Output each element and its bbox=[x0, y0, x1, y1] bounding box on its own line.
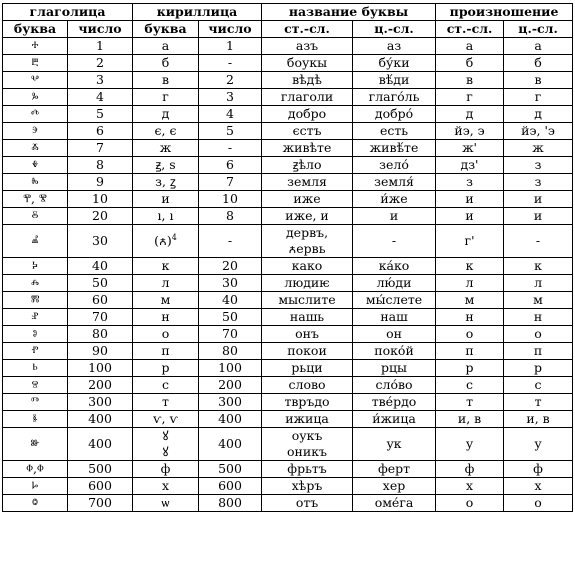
cyrillic-letter bbox=[133, 360, 199, 377]
glagolitic-letter: ⰹ, ⰺ bbox=[3, 191, 68, 208]
cyrillic-number: 400 bbox=[199, 428, 262, 461]
name-ocs: добро bbox=[262, 106, 353, 123]
cyrillic-letter bbox=[133, 478, 199, 495]
cyrillic-letter bbox=[133, 89, 199, 106]
cyrillic-letter bbox=[133, 157, 199, 174]
cyrillic-number: 20 bbox=[199, 258, 262, 275]
table-row bbox=[3, 123, 573, 140]
cyrillic-letter-text: к bbox=[161, 258, 170, 273]
glagolitic-letter: ⰳ bbox=[3, 89, 68, 106]
pron-ocs: ф bbox=[436, 461, 504, 478]
cyrillic-letter-text: є, є bbox=[154, 123, 177, 138]
cyrillic-number: 500 bbox=[199, 461, 262, 478]
pron-cs: з bbox=[504, 174, 573, 191]
cyrillic-letter-text: с bbox=[161, 377, 169, 392]
cyrillic-letter-variant: ꙋ bbox=[162, 444, 169, 459]
glagolitic-letter: ⱃ bbox=[3, 360, 68, 377]
table-row bbox=[3, 191, 573, 208]
header-cyrillic: кириллица bbox=[133, 4, 262, 21]
cyrillic-number: 40 bbox=[199, 292, 262, 309]
glagolitic-number: 3 bbox=[68, 72, 133, 89]
cyrillic-letter bbox=[133, 38, 199, 55]
name-ocs-line2: оникъ bbox=[287, 444, 327, 459]
name-ocs-line1: оукъ bbox=[291, 428, 323, 443]
glagolitic-letter: ⱇ,ⱇ bbox=[3, 461, 68, 478]
pron-ocs: и bbox=[436, 191, 504, 208]
pron-ocs: п bbox=[436, 343, 504, 360]
subheader-name-cs: ц.-сл. bbox=[353, 21, 436, 38]
name-ocs: боукы bbox=[262, 55, 353, 72]
pron-ocs: г' bbox=[436, 225, 504, 258]
cyrillic-letter bbox=[133, 225, 199, 258]
name-cs: наш bbox=[353, 309, 436, 326]
name-ocs: иже bbox=[262, 191, 353, 208]
cyrillic-letter bbox=[133, 343, 199, 360]
name-cs: и́же bbox=[353, 191, 436, 208]
name-ocs: фрьтъ bbox=[262, 461, 353, 478]
glagolitic-letter: ⰾ bbox=[3, 275, 68, 292]
glagolitic-number: 20 bbox=[68, 208, 133, 225]
table-row bbox=[3, 360, 573, 377]
glagolitic-number: 80 bbox=[68, 326, 133, 343]
table-row bbox=[3, 394, 573, 411]
name-cs: ферт bbox=[353, 461, 436, 478]
glagolitic-number: 200 bbox=[68, 377, 133, 394]
footnote-marker: 4 bbox=[171, 232, 177, 242]
glagolitic-letter: ⱅ bbox=[3, 394, 68, 411]
glagolitic-letter: ⱛ bbox=[3, 411, 68, 428]
pron-ocs: йэ, э bbox=[436, 123, 504, 140]
name-cs: тве́рдо bbox=[353, 394, 436, 411]
subheader-name-ocs: ст.-сл. bbox=[262, 21, 353, 38]
cyrillic-number: - bbox=[199, 225, 262, 258]
pron-cs: у bbox=[504, 428, 573, 461]
cyrillic-number: 80 bbox=[199, 343, 262, 360]
name-ocs-line2: ꙉервь bbox=[288, 241, 326, 256]
cyrillic-number: 10 bbox=[199, 191, 262, 208]
table-row bbox=[3, 326, 573, 343]
glagolitic-letter: ⰿ bbox=[3, 292, 68, 309]
subheader-glag-letter: буква bbox=[3, 21, 68, 38]
glagolitic-number: 70 bbox=[68, 309, 133, 326]
name-ocs: рьци bbox=[262, 360, 353, 377]
cyrillic-letter bbox=[133, 275, 199, 292]
cyrillic-letter-text: о bbox=[161, 326, 170, 341]
glagolitic-number: 500 bbox=[68, 461, 133, 478]
name-cs: есть bbox=[353, 123, 436, 140]
glagolitic-number: 60 bbox=[68, 292, 133, 309]
cyrillic-letter bbox=[133, 174, 199, 191]
name-ocs: онъ bbox=[262, 326, 353, 343]
pron-cs: в bbox=[504, 72, 573, 89]
table-row bbox=[3, 208, 573, 225]
glagolitic-letter: ⱄ bbox=[3, 377, 68, 394]
glagolitic-number: 50 bbox=[68, 275, 133, 292]
pron-ocs: б bbox=[436, 55, 504, 72]
group-header-row bbox=[3, 4, 573, 21]
glagolitic-number: 400 bbox=[68, 428, 133, 461]
cyrillic-letter bbox=[133, 394, 199, 411]
pron-ocs: ж' bbox=[436, 140, 504, 157]
cyrillic-letter bbox=[133, 208, 199, 225]
table-row bbox=[3, 157, 573, 174]
cyrillic-number: - bbox=[199, 55, 262, 72]
table-row bbox=[3, 428, 573, 461]
name-ocs: иже, и bbox=[262, 208, 353, 225]
glagolitic-number: 10 bbox=[68, 191, 133, 208]
glagolitic-letter: ⱆ bbox=[3, 428, 68, 461]
table-row bbox=[3, 411, 573, 428]
pron-cs: йэ, 'э bbox=[504, 123, 573, 140]
cyrillic-letter-text: ѵ, ѵ bbox=[153, 411, 178, 426]
glagolitic-number: 100 bbox=[68, 360, 133, 377]
name-ocs bbox=[262, 428, 353, 461]
header-glagolitic: глаголица bbox=[3, 4, 133, 21]
cyrillic-letter-text: з, ꙁ bbox=[155, 174, 176, 189]
table-row bbox=[3, 495, 573, 512]
cyrillic-letter bbox=[133, 411, 199, 428]
cyrillic-letter-text: в bbox=[161, 72, 170, 87]
glagolitic-letter: ⰵ bbox=[3, 123, 68, 140]
cyrillic-number: 800 bbox=[199, 495, 262, 512]
glagolitic-number: 1 bbox=[68, 38, 133, 55]
name-cs: и́жица bbox=[353, 411, 436, 428]
sub-header-row bbox=[3, 21, 573, 38]
cyrillic-letter bbox=[133, 292, 199, 309]
glagolitic-letter: ⰽ bbox=[3, 258, 68, 275]
pron-ocs: х bbox=[436, 478, 504, 495]
cyrillic-letter bbox=[133, 191, 199, 208]
cyrillic-letter-text: и bbox=[161, 191, 170, 206]
cyrillic-letter-text: ꙃ, ѕ bbox=[155, 157, 176, 172]
glagolitic-letter: ⱂ bbox=[3, 343, 68, 360]
name-ocs-line1: дервъ, bbox=[285, 225, 329, 240]
cyrillic-number: 2 bbox=[199, 72, 262, 89]
glagolitic-number: 700 bbox=[68, 495, 133, 512]
name-cs: и bbox=[353, 208, 436, 225]
cyrillic-number: 600 bbox=[199, 478, 262, 495]
cyrillic-letter bbox=[133, 72, 199, 89]
name-ocs: глаголи bbox=[262, 89, 353, 106]
pron-ocs: н bbox=[436, 309, 504, 326]
cyrillic-number: 400 bbox=[199, 411, 262, 428]
pron-cs: л bbox=[504, 275, 573, 292]
cyrillic-letter-text: н bbox=[161, 309, 170, 324]
glagolitic-letter: ⱁ bbox=[3, 326, 68, 343]
name-cs: ук bbox=[353, 428, 436, 461]
table-row bbox=[3, 258, 573, 275]
pron-ocs: д bbox=[436, 106, 504, 123]
pron-cs: т bbox=[504, 394, 573, 411]
pron-ocs: и bbox=[436, 208, 504, 225]
pron-ocs: т bbox=[436, 394, 504, 411]
cyrillic-number: 8 bbox=[199, 208, 262, 225]
table-row bbox=[3, 225, 573, 258]
pron-cs: х bbox=[504, 478, 573, 495]
cyrillic-letter-text: ı, ı bbox=[157, 208, 174, 223]
cyrillic-letter bbox=[133, 495, 199, 512]
name-cs: бу́ки bbox=[353, 55, 436, 72]
glagolitic-letter: ⱉ bbox=[3, 495, 68, 512]
glagolitic-number: 400 bbox=[68, 411, 133, 428]
glagolitic-letter: ⰼ bbox=[3, 225, 68, 258]
table-row bbox=[3, 292, 573, 309]
name-ocs: ижица bbox=[262, 411, 353, 428]
cyrillic-letter-text: м bbox=[160, 292, 171, 307]
pron-cs: ф bbox=[504, 461, 573, 478]
cyrillic-letter-text: ѡ bbox=[161, 495, 170, 510]
name-ocs: мыслите bbox=[262, 292, 353, 309]
subheader-pron-ocs: ст.-сл. bbox=[436, 21, 504, 38]
name-ocs: земля bbox=[262, 174, 353, 191]
pron-ocs: г bbox=[436, 89, 504, 106]
pron-ocs: к bbox=[436, 258, 504, 275]
name-ocs: како bbox=[262, 258, 353, 275]
table-row bbox=[3, 55, 573, 72]
cyrillic-letter-text: р bbox=[161, 360, 170, 375]
pron-cs: с bbox=[504, 377, 573, 394]
cyrillic-number: 4 bbox=[199, 106, 262, 123]
cyrillic-letter bbox=[133, 123, 199, 140]
cyrillic-letter bbox=[133, 461, 199, 478]
pron-cs: а bbox=[504, 38, 573, 55]
glagolitic-number: 4 bbox=[68, 89, 133, 106]
cyrillic-number: 5 bbox=[199, 123, 262, 140]
glagolitic-letter: ⰻ bbox=[3, 208, 68, 225]
glagolitic-letter: ⰸ bbox=[3, 174, 68, 191]
subheader-cyr-number: число bbox=[199, 21, 262, 38]
table-row bbox=[3, 140, 573, 157]
name-cs: живѣ́те bbox=[353, 140, 436, 157]
table-row bbox=[3, 174, 573, 191]
name-cs: мы́слете bbox=[353, 292, 436, 309]
glagolitic-number: 8 bbox=[68, 157, 133, 174]
cyrillic-letter bbox=[133, 326, 199, 343]
name-cs: земля́ bbox=[353, 174, 436, 191]
cyrillic-letter-text: х bbox=[161, 478, 170, 493]
glagolitic-letter: ⱀ bbox=[3, 309, 68, 326]
cyrillic-number: 50 bbox=[199, 309, 262, 326]
name-cs: глаго́ль bbox=[353, 89, 436, 106]
table-row bbox=[3, 478, 573, 495]
pron-cs: м bbox=[504, 292, 573, 309]
name-cs: аз bbox=[353, 38, 436, 55]
name-cs: оме́га bbox=[353, 495, 436, 512]
cyrillic-number: 7 bbox=[199, 174, 262, 191]
glagolitic-letter: ⰷ bbox=[3, 157, 68, 174]
cyrillic-letter-text: а bbox=[161, 38, 170, 53]
name-ocs: твръдо bbox=[262, 394, 353, 411]
glagolitic-number: 30 bbox=[68, 225, 133, 258]
table-row bbox=[3, 89, 573, 106]
cyrillic-letter-text: г bbox=[162, 89, 169, 104]
table-row bbox=[3, 461, 573, 478]
glagolitic-letter: ⰱ bbox=[3, 55, 68, 72]
pron-ocs: м bbox=[436, 292, 504, 309]
pron-cs: н bbox=[504, 309, 573, 326]
cyrillic-letter bbox=[133, 258, 199, 275]
pron-ocs: о bbox=[436, 326, 504, 343]
name-ocs: людиѥ bbox=[262, 275, 353, 292]
cyrillic-letter-text: ж bbox=[159, 140, 172, 155]
cyrillic-number: 100 bbox=[199, 360, 262, 377]
cyrillic-number: - bbox=[199, 140, 262, 157]
subheader-pron-cs: ц.-сл. bbox=[504, 21, 573, 38]
pron-cs: и bbox=[504, 191, 573, 208]
cyrillic-number: 70 bbox=[199, 326, 262, 343]
name-ocs: нашь bbox=[262, 309, 353, 326]
glagolitic-number: 300 bbox=[68, 394, 133, 411]
cyrillic-letter-text: т bbox=[162, 394, 169, 409]
cyrillic-letter bbox=[133, 377, 199, 394]
pron-ocs: а bbox=[436, 38, 504, 55]
glagolitic-letter: ⱈ bbox=[3, 478, 68, 495]
glagolitic-number: 5 bbox=[68, 106, 133, 123]
name-ocs: азъ bbox=[262, 38, 353, 55]
pron-cs: о bbox=[504, 495, 573, 512]
cyrillic-number: 300 bbox=[199, 394, 262, 411]
pron-ocs: о bbox=[436, 495, 504, 512]
name-ocs bbox=[262, 225, 353, 258]
name-ocs: ꙃѣло bbox=[262, 157, 353, 174]
glagolitic-number: 9 bbox=[68, 174, 133, 191]
cyrillic-letter bbox=[133, 309, 199, 326]
cyrillic-letter bbox=[133, 140, 199, 157]
cyrillic-number: 1 bbox=[199, 38, 262, 55]
name-ocs: хѣръ bbox=[262, 478, 353, 495]
table-row bbox=[3, 38, 573, 55]
cyrillic-letter-text: д bbox=[161, 106, 170, 121]
cyrillic-letter-text: б bbox=[161, 55, 170, 70]
pron-ocs: л bbox=[436, 275, 504, 292]
pron-cs: к bbox=[504, 258, 573, 275]
name-ocs: живѣте bbox=[262, 140, 353, 157]
cyrillic-letter-text: л bbox=[161, 275, 170, 290]
pron-ocs: у bbox=[436, 428, 504, 461]
pron-cs: и, в bbox=[504, 411, 573, 428]
table-row bbox=[3, 106, 573, 123]
glagolitic-letter: ⰲ bbox=[3, 72, 68, 89]
glagolitic-letter: ⰶ bbox=[3, 140, 68, 157]
pron-cs: о bbox=[504, 326, 573, 343]
cyrillic-number: 30 bbox=[199, 275, 262, 292]
cyrillic-number: 3 bbox=[199, 89, 262, 106]
name-cs: вѣ́ди bbox=[353, 72, 436, 89]
cyrillic-letter-text: ꙋ bbox=[162, 428, 169, 443]
header-pronunciation: произношение bbox=[436, 4, 573, 21]
name-cs: ка́ко bbox=[353, 258, 436, 275]
alphabet-table bbox=[2, 3, 573, 512]
cyrillic-letter bbox=[133, 55, 199, 72]
pron-cs: д bbox=[504, 106, 573, 123]
pron-cs: р bbox=[504, 360, 573, 377]
glagolitic-number: 90 bbox=[68, 343, 133, 360]
glagolitic-letter: ⰴ bbox=[3, 106, 68, 123]
header-letter-name: название буквы bbox=[262, 4, 436, 21]
name-cs: хер bbox=[353, 478, 436, 495]
name-cs: рцы bbox=[353, 360, 436, 377]
cyrillic-letter-text: ф bbox=[160, 461, 171, 476]
pron-cs: - bbox=[504, 225, 573, 258]
name-cs: поко́й bbox=[353, 343, 436, 360]
pron-cs: г bbox=[504, 89, 573, 106]
name-cs: добро́ bbox=[353, 106, 436, 123]
name-ocs: слово bbox=[262, 377, 353, 394]
name-ocs: отъ bbox=[262, 495, 353, 512]
glagolitic-number: 40 bbox=[68, 258, 133, 275]
cyrillic-number: 6 bbox=[199, 157, 262, 174]
name-cs: - bbox=[353, 225, 436, 258]
glagolitic-number: 2 bbox=[68, 55, 133, 72]
pron-cs: п bbox=[504, 343, 573, 360]
table-row bbox=[3, 343, 573, 360]
name-ocs: єстъ bbox=[262, 123, 353, 140]
table-row bbox=[3, 309, 573, 326]
glagolitic-number: 7 bbox=[68, 140, 133, 157]
cyrillic-letter bbox=[133, 428, 199, 461]
pron-cs: з bbox=[504, 157, 573, 174]
pron-cs: б bbox=[504, 55, 573, 72]
table-row bbox=[3, 377, 573, 394]
name-cs: сло́во bbox=[353, 377, 436, 394]
pron-ocs: р bbox=[436, 360, 504, 377]
pron-ocs: з bbox=[436, 174, 504, 191]
table-row bbox=[3, 275, 573, 292]
glagolitic-number: 600 bbox=[68, 478, 133, 495]
name-cs: он bbox=[353, 326, 436, 343]
pron-ocs: и, в bbox=[436, 411, 504, 428]
pron-ocs: дз' bbox=[436, 157, 504, 174]
cyrillic-letter-text: (ꙉ) bbox=[154, 233, 172, 248]
pron-cs: и bbox=[504, 208, 573, 225]
cyrillic-letter bbox=[133, 106, 199, 123]
name-cs: зело́ bbox=[353, 157, 436, 174]
cyrillic-letter-text: п bbox=[161, 343, 170, 358]
table-row bbox=[3, 72, 573, 89]
subheader-cyr-letter: буква bbox=[133, 21, 199, 38]
cyrillic-number: 200 bbox=[199, 377, 262, 394]
name-cs: лю́ди bbox=[353, 275, 436, 292]
pron-ocs: с bbox=[436, 377, 504, 394]
name-ocs: покои bbox=[262, 343, 353, 360]
subheader-glag-number: число bbox=[68, 21, 133, 38]
glagolitic-letter: ⰰ bbox=[3, 38, 68, 55]
pron-ocs: в bbox=[436, 72, 504, 89]
glagolitic-number: 6 bbox=[68, 123, 133, 140]
pron-cs: ж bbox=[504, 140, 573, 157]
name-ocs: вѣдѣ bbox=[262, 72, 353, 89]
